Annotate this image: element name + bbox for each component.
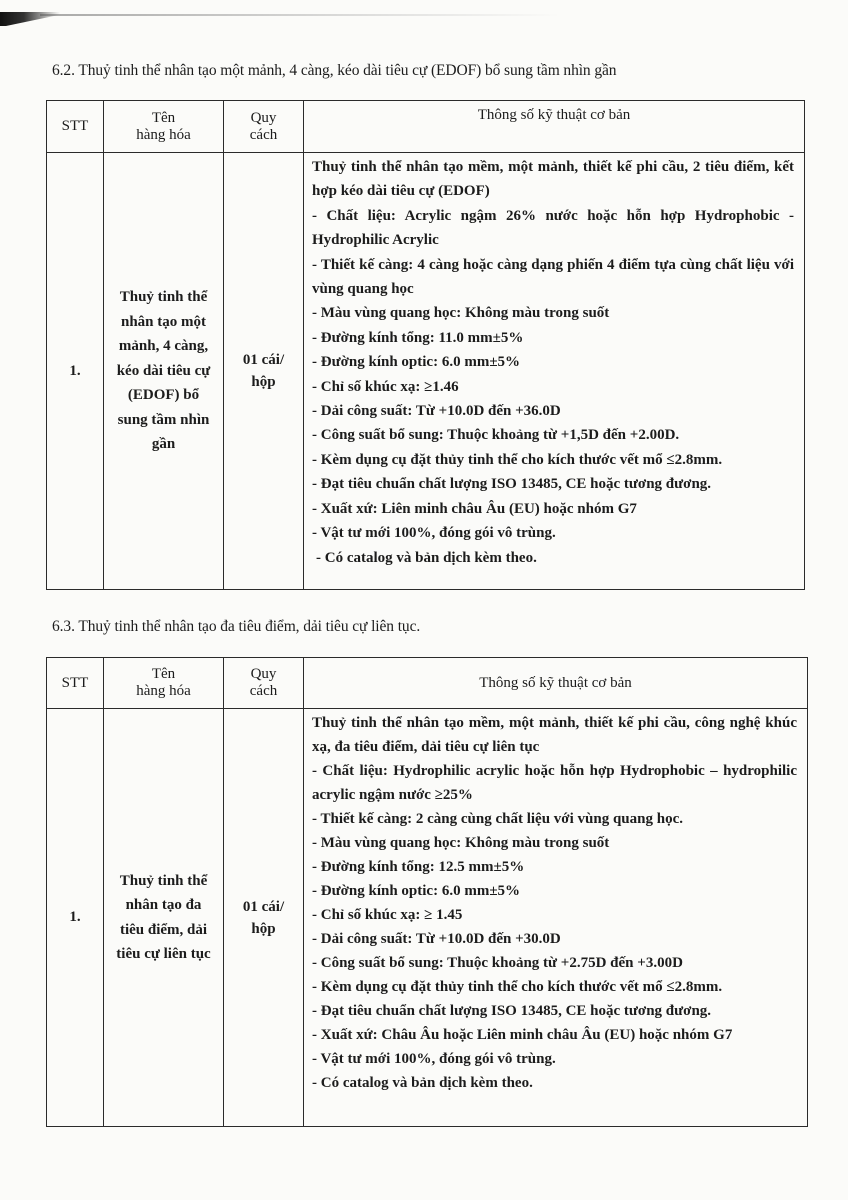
spec-line: - Kèm dụng cụ đặt thủy tinh thể cho kích thước vết mổ ≤2.8mm. (312, 979, 723, 995)
header-pack-text: Quy cách (249, 109, 278, 143)
scan-top-artifact (40, 14, 560, 16)
section-heading-6-3: 6.3. Thuỷ tinh thể nhân tạo đa tiêu điểm, dải tiêu cự liên tục. (52, 618, 421, 635)
spec-line: - Dải công suất: Từ +10.0D đến +36.0D (312, 403, 561, 420)
spec-line: - Thiết kế càng: 4 càng hoặc càng dạng phiến 4 điểm tựa cùng chất liệu với vùng quang học (312, 256, 794, 298)
spec-line: - Đường kính optic: 6.0 mm±5% (312, 883, 521, 899)
spec-line: - Đạt tiêu chuẩn chất lượng ISO 13485, CE hoặc tương đương. (312, 1003, 712, 1019)
spec-line: - Chỉ số khúc xạ: ≥1.46 (312, 378, 459, 395)
cell-name-text: Thuỷ tinh thể nhân tạo đa tiêu điểm, dải tiêu cự liên tục (116, 872, 211, 962)
cell-pack (224, 153, 304, 590)
spec-line: - Chỉ số khúc xạ: ≥ 1.45 (312, 907, 463, 923)
spec-line: Thuỷ tinh thể nhân tạo mềm, một mảnh, thiết kế phi cầu, 2 tiêu điểm, kết hợp kéo dài tiêu cự (EDOF) (312, 159, 794, 200)
cell-stt: 1. (47, 709, 104, 1127)
spec-line: - Đường kính tổng: 12.5 mm±5% (312, 859, 525, 875)
cell-spec (304, 709, 808, 1127)
spec-line: - Chất liệu: Hydrophilic acrylic hoặc hỗn hợp Hydrophobic – hydrophilic acrylic ngậm nước ≥25% (312, 763, 797, 803)
spec-line: - Vật tư mới 100%, đóng gói vô trùng. (312, 1051, 556, 1067)
header-spec: Thông số kỹ thuật cơ bản (304, 101, 805, 153)
spec-line: - Có catalog và bản dịch kèm theo. (316, 549, 537, 566)
spec-line: - Đạt tiêu chuẩn chất lượng ISO 13485, CE hoặc tương đương. (312, 476, 712, 493)
table-row (47, 709, 808, 1127)
spec-line: - Kèm dụng cụ đặt thủy tinh thể cho kích thước vết mổ ≤2.8mm. (312, 451, 723, 468)
spec-line: - Màu vùng quang học: Không màu trong suốt (312, 835, 610, 851)
spec-line: - Xuất xứ: Châu Âu hoặc Liên minh châu Âu (EU) hoặc nhóm G7 (312, 1027, 733, 1043)
cell-spec (304, 153, 805, 590)
table-row (47, 153, 805, 590)
header-pack-text: Quy cách (249, 666, 278, 699)
header-spec: Thông số kỹ thuật cơ bản (304, 658, 808, 709)
cell-name-text: Thuỷ tinh thể nhân tạo một mảnh, 4 càng, kéo dài tiêu cự (EDOF) bổ sung tầm nhìn gần (116, 289, 211, 453)
table-header-row (47, 101, 805, 153)
header-name (104, 101, 224, 153)
header-name-text: Tên hàng hóa (136, 109, 191, 143)
spec-line: - Vật tư mới 100%, đóng gói vô trùng. (312, 525, 556, 542)
header-stt: STT (47, 658, 104, 709)
spec-table-6-3 (46, 657, 808, 1127)
spec-line: - Dải công suất: Từ +10.0D đến +30.0D (312, 931, 561, 947)
spec-line: - Công suất bổ sung: Thuộc khoảng từ +2.75D đến +3.00D (312, 955, 683, 971)
cell-name (104, 709, 224, 1127)
cell-pack (224, 709, 304, 1127)
spec-line: - Đường kính optic: 6.0 mm±5% (312, 354, 521, 371)
cell-pack-text: 01 cái/ hộp (242, 898, 285, 937)
spec-line: - Thiết kế càng: 2 càng cùng chất liệu với vùng quang học. (312, 811, 683, 827)
header-pack (224, 101, 304, 153)
spec-line: - Công suất bổ sung: Thuộc khoảng từ +1,5D đến +2.00D. (312, 427, 680, 444)
cell-pack-text: 01 cái/ hộp (242, 352, 285, 390)
cell-name (104, 153, 224, 590)
section-heading-6-2: 6.2. Thuỷ tinh thể nhân tạo một mảnh, 4 càng, kéo dài tiêu cự (EDOF) bổ sung tầm nhìn gần (52, 62, 617, 79)
spec-line: - Xuất xứ: Liên minh châu Âu (EU) hoặc nhóm G7 (312, 500, 637, 517)
spec-table-6-2 (46, 100, 805, 590)
cell-stt: 1. (47, 153, 104, 590)
header-stt: STT (47, 101, 104, 153)
spec-line: - Đường kính tổng: 11.0 mm±5% (312, 329, 524, 346)
spec-line: Thuỷ tinh thể nhân tạo mềm, một mảnh, thiết kế phi cầu, công nghệ khúc xạ, đa tiêu điểm, dải tiêu cự liên tục (312, 715, 797, 755)
header-name-text: Tên hàng hóa (136, 666, 191, 699)
spec-line: - Có catalog và bản dịch kèm theo. (312, 1075, 533, 1091)
header-name (104, 658, 224, 709)
spec-line: - Màu vùng quang học: Không màu trong suốt (312, 305, 610, 322)
spec-line: - Chất liệu: Acrylic ngậm 26% nước hoặc hỗn hợp Hydrophobic - Hydrophilic Acrylic (312, 207, 794, 249)
table-header-row (47, 658, 808, 709)
header-pack (224, 658, 304, 709)
